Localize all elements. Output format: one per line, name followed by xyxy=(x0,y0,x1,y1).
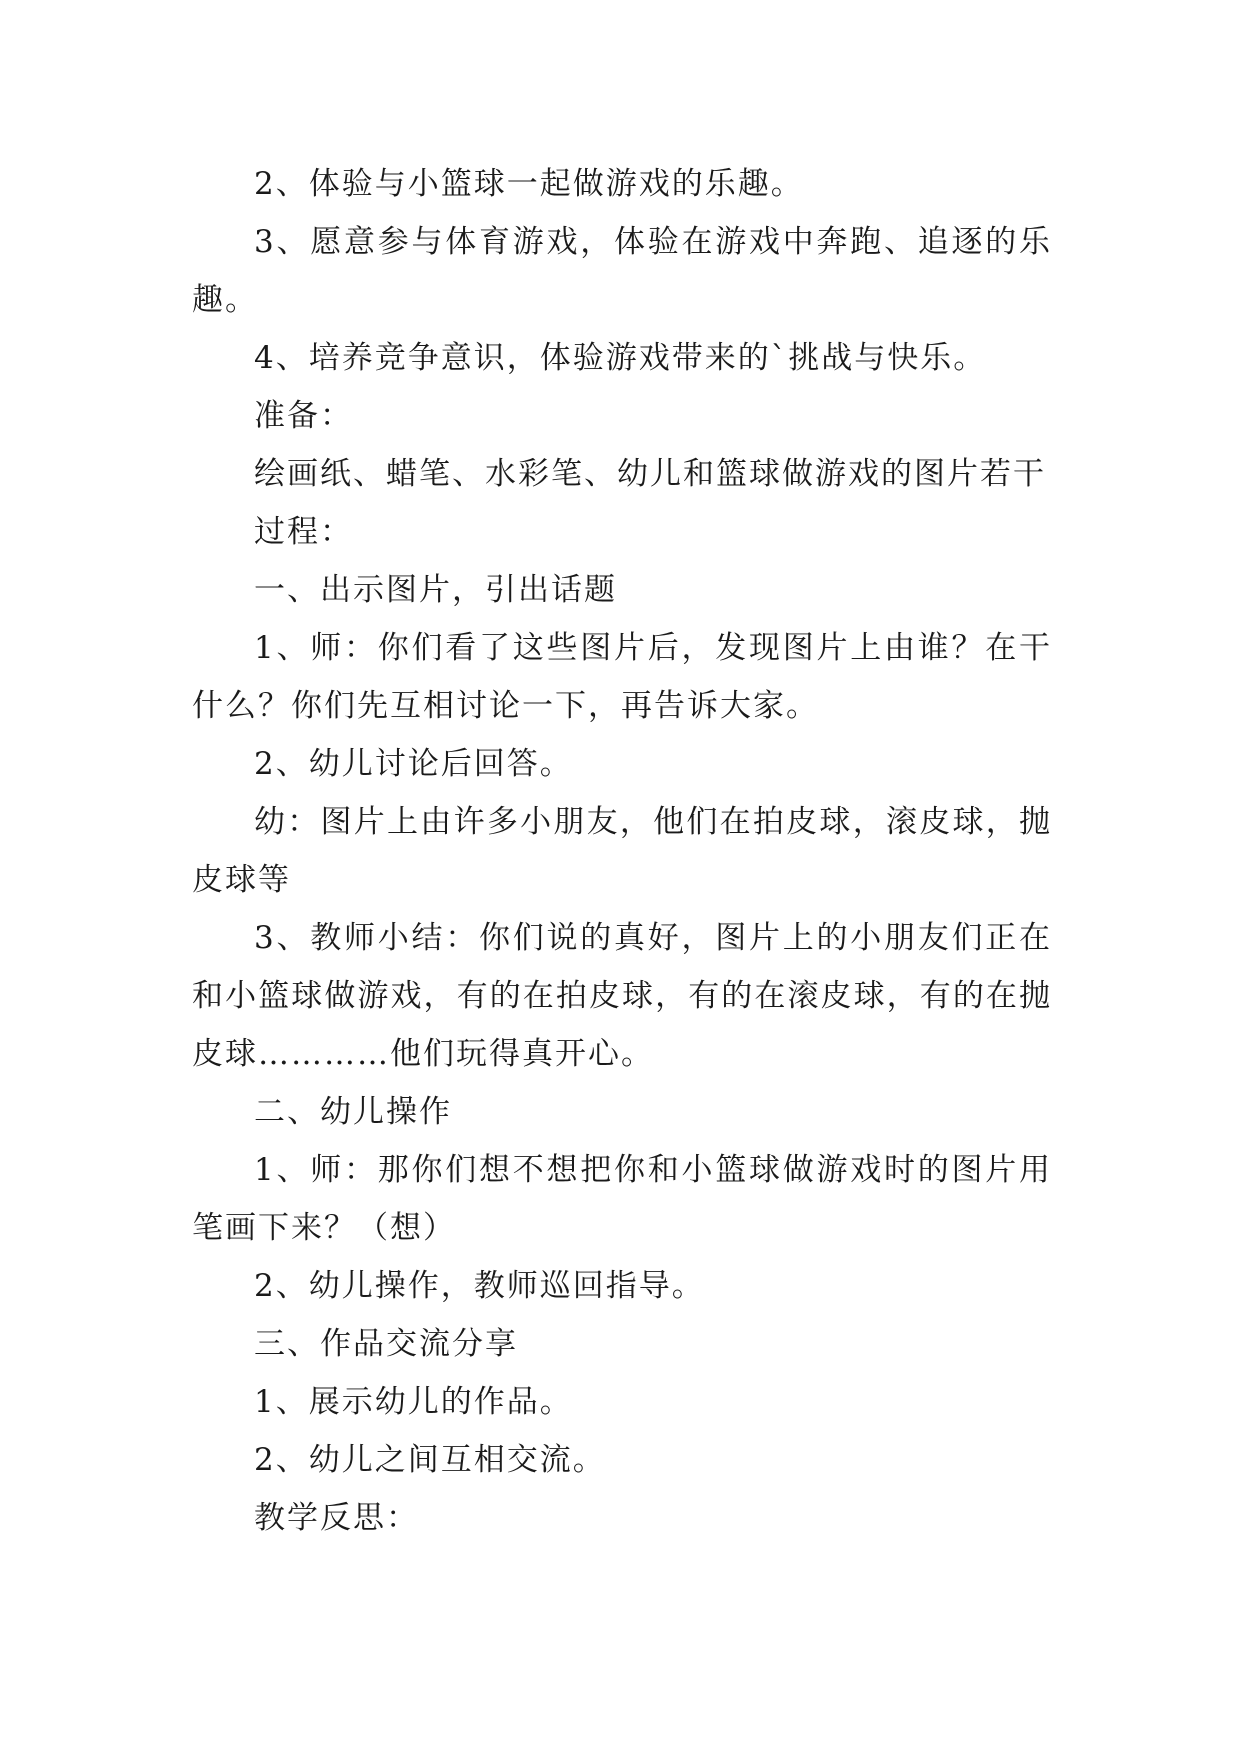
paragraph-step-2-1: 1、师：那你们想不想把你和小篮球做游戏时的图片用笔画下来？（想） xyxy=(192,1152,1052,1246)
heading-process: 过程： xyxy=(254,514,353,550)
paragraph-step-1-3: 3、教师小结：你们说的真好，图片上的小朋友们正在和小篮球做游戏，有的在拍皮球，有的在滚皮球，有的在抛皮球…………他们玩得真开心。 xyxy=(192,920,1052,1072)
heading-step-2: 二、幼儿操作 xyxy=(254,1094,452,1130)
paragraph-materials: 绘画纸、蜡笔、水彩笔、幼儿和篮球做游戏的图片若干 xyxy=(254,456,1046,492)
paragraph-goal-3: 3、愿意参与体育游戏，体验在游戏中奔跑、追逐的乐趣。 xyxy=(192,224,1052,318)
heading-preparation: 准备： xyxy=(254,398,353,434)
paragraph-goal-4: 4、培养竞争意识，体验游戏带来的`挑战与快乐。 xyxy=(254,340,987,376)
heading-step-1: 一、出示图片，引出话题 xyxy=(254,572,617,608)
paragraph-goal-2: 2、体验与小篮球一起做游戏的乐趣。 xyxy=(254,166,804,202)
paragraph-step-3-1: 1、展示幼儿的作品。 xyxy=(254,1384,573,1420)
paragraph-step-3-2: 2、幼儿之间互相交流。 xyxy=(254,1442,606,1478)
paragraph-step-2-2: 2、幼儿操作，教师巡回指导。 xyxy=(254,1268,705,1304)
paragraph-step-1-2: 2、幼儿讨论后回答。 xyxy=(254,746,573,782)
heading-step-3: 三、作品交流分享 xyxy=(254,1326,518,1362)
heading-reflection: 教学反思： xyxy=(254,1500,419,1536)
paragraph-step-1-1: 1、师：你们看了这些图片后，发现图片上由谁？在干什么？你们先互相讨论一下，再告诉大家。 xyxy=(192,630,1052,724)
document-body xyxy=(192,155,1052,1547)
paragraph-child-answer: 幼：图片上由许多小朋友，他们在拍皮球，滚皮球，抛皮球等 xyxy=(192,804,1052,898)
